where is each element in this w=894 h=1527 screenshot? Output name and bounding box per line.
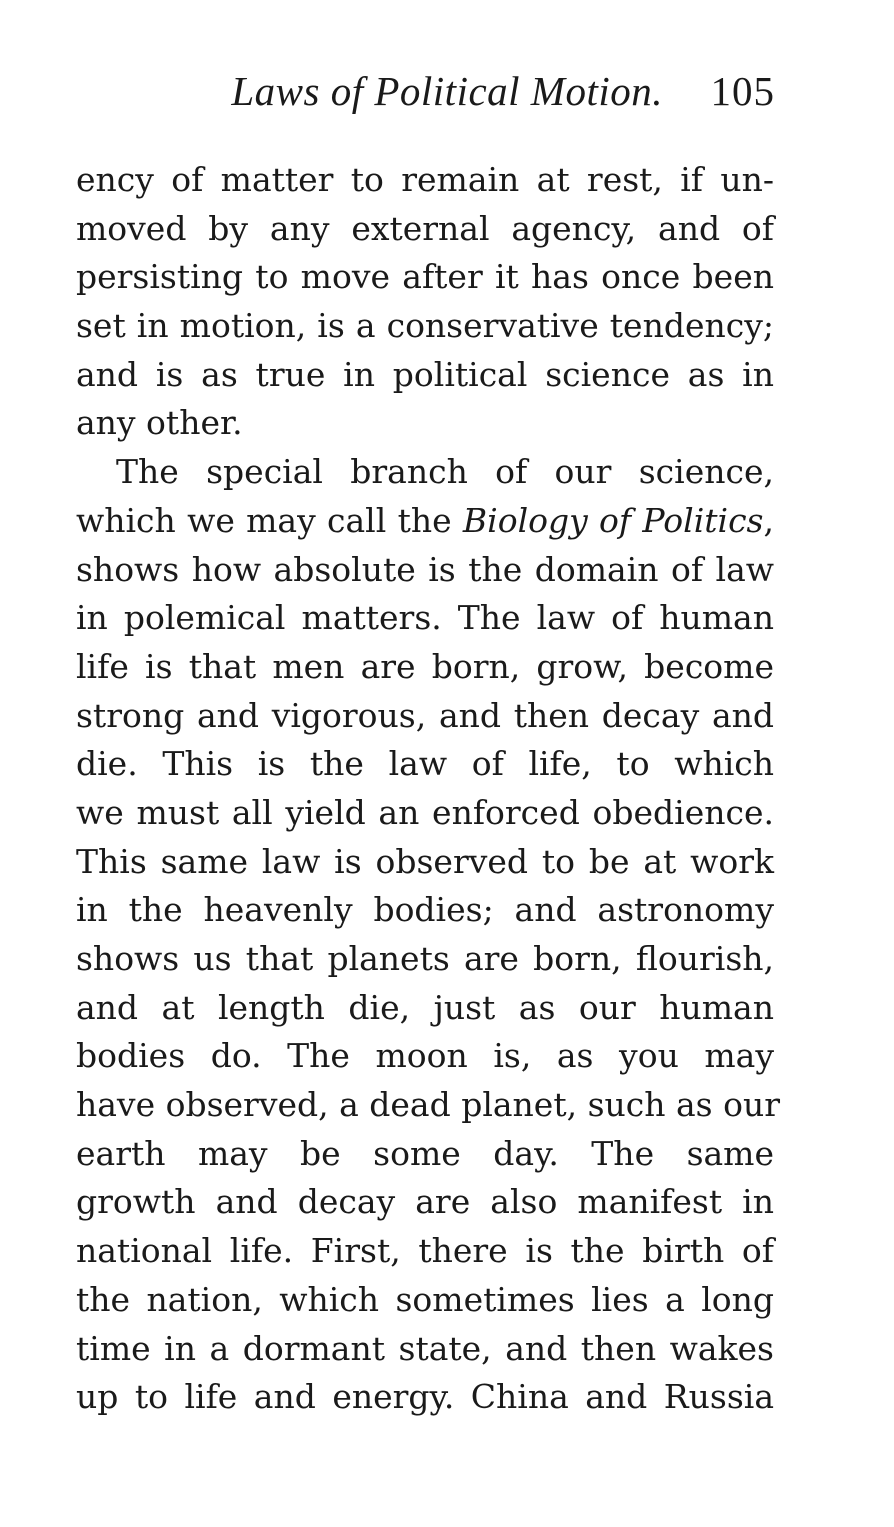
text-line: we must all yield an enforced obedience.: [76, 792, 774, 832]
page-header: [0, 66, 775, 116]
text-line: persisting to move after it has once been: [76, 257, 774, 297]
text-line: moved by any external agency, and of: [76, 208, 774, 248]
text-line: shows how absolute is the domain of law: [76, 549, 774, 589]
page-number: 105: [710, 68, 775, 114]
text-line: the nation, which sometimes lies a long: [76, 1279, 774, 1319]
text-line: strong and vigorous, and then decay and: [76, 695, 774, 735]
italic-title: Biology of Politics: [462, 500, 764, 540]
text-line: set in motion, is a conservative tendency;: [76, 306, 774, 346]
text-line: bodies do. The moon is, as you may: [76, 1036, 774, 1076]
text-line: earth may be some day. The same: [76, 1133, 774, 1173]
text-line: This same law is observed to be at work: [76, 841, 774, 881]
text-line: growth and decay are also manifest in: [76, 1182, 774, 1222]
text-run: which we may call the: [76, 500, 463, 540]
text-line: ency of matter to remain at rest, if un-: [76, 160, 774, 199]
text-line: die. This is the law of life, to which: [76, 744, 774, 784]
text-line: life is that men are born, grow, become: [76, 646, 774, 686]
text-line: shows us that planets are born, flourish,: [76, 939, 774, 978]
text-line-with-italic: [76, 497, 774, 546]
text-line: any other.: [76, 403, 243, 443]
text-line: up to life and energy. China and Russia: [76, 1377, 774, 1417]
text-line: national life. First, there is the birth of: [76, 1231, 774, 1271]
text-line: and is as true in political science as in: [76, 354, 774, 394]
text-line: have observed, a dead planet, such as our: [76, 1085, 780, 1125]
text-line: in polemical matters. The law of human: [76, 598, 774, 638]
text-line: and at length die, just as our human: [76, 987, 774, 1027]
text-line: in the heavenly bodies; and astronomy: [76, 890, 774, 930]
text-run: ,: [763, 500, 774, 540]
body-text: [76, 156, 780, 1422]
running-title: Laws of Political Motion.: [231, 68, 663, 114]
text-line: The special branch of our science,: [116, 452, 774, 492]
text-line: time in a dormant state, and then wakes: [76, 1328, 774, 1368]
